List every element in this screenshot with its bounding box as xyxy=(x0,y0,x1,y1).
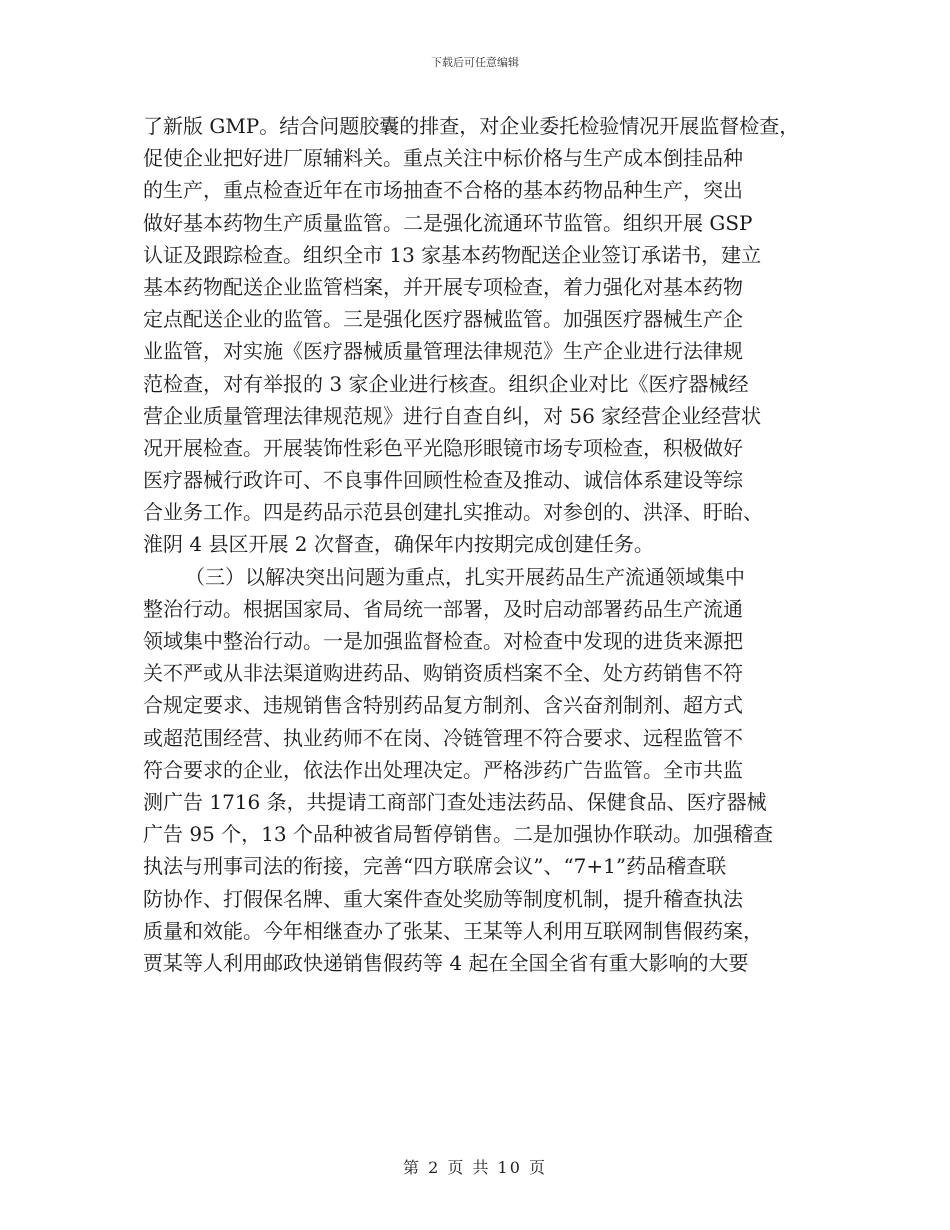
text-line: 认证及跟踪检查。组织全市 13 家基本药物配送企业签订承诺书，建立 xyxy=(143,242,762,267)
page-footer: 第 2 页 共 10 页 xyxy=(403,1158,547,1177)
text-line: 范检查，对有举报的 3 家企业进行核查。组织企业对比《医疗器械经 xyxy=(143,371,749,396)
text-line: 基本药物配送企业监管档案，并开展专项检查，着力强化对基本药物 xyxy=(143,274,743,299)
text-line: 关不严或从非法渠道购进药品、购销资质档案不全、处方药销售不符 xyxy=(143,661,743,686)
text-line: 执法与刑事司法的衔接，完善“四方联席会议”、“7+1”药品稽查联 xyxy=(143,854,727,879)
text-line: 了新版 GMP。结合问题胶囊的排查，对企业委托检验情况开展监督检查， xyxy=(143,114,800,138)
document-body xyxy=(143,110,808,979)
text-line: 做好基本药物生产质量监管。二是强化流通环节监管。组织开展 GSP xyxy=(143,210,753,235)
text-line: 淮阴 4 县区开展 2 次督查，确保年内按期完成创建任务。 xyxy=(143,532,654,557)
text-line: 防协作、打假保名牌、重大案件查处奖励等制度机制，提升稽查执法 xyxy=(143,886,743,911)
text-line: 质量和效能。今年相继查办了张某、王某等人利用互联网制售假药案， xyxy=(143,918,763,943)
text-line: 广告 95 个，13 个品种被省局暂停销售。二是加强协作联动。加强稽查 xyxy=(143,822,773,847)
text-line: 况开展检查。开展装饰性彩色平光隐形眼镜市场专项检查，积极做好 xyxy=(143,435,743,460)
text-line: 促使企业把好进厂原辅料关。重点关注中标价格与生产成本倒挂品种 xyxy=(143,146,743,171)
text-line: 定点配送企业的监管。三是强化医疗器械监管。加强医疗器械生产企 xyxy=(143,307,743,332)
text-line: 的生产，重点检查近年在市场抽查不合格的基本药物品种生产，突出 xyxy=(143,178,743,203)
text-line: 或超范围经营、执业药师不在岗、冷链管理不符合要求、远程监管不 xyxy=(143,725,743,750)
text-line: 合规定要求、违规销售含特别药品复方制剂、含兴奋剂制剂、超方式 xyxy=(143,693,743,718)
text-line: 合业务工作。四是药品示范县创建扎实推动。对参创的、洪泽、盱眙、 xyxy=(143,500,763,525)
text-line: 领域集中整治行动。一是加强监督检查。对检查中发现的进货来源把 xyxy=(143,629,743,653)
section-heading-line: （三）以解决突出问题为重点，扎实开展药品生产流通领域集中 xyxy=(185,564,745,589)
page-header: 下载后可任意编辑 xyxy=(431,56,519,69)
text-line: 测广告 1716 条，共提请工商部门查处违法药品、保健食品、医疗器械 xyxy=(143,789,767,814)
text-line: 营企业质量管理法律规范规》进行自查自纠，对 56 家经营企业经营状 xyxy=(143,403,762,428)
text-line: 业监管，对实施《医疗器械质量管理法律规范》生产企业进行法律规 xyxy=(143,339,743,364)
text-line: 医疗器械行政许可、不良事件回顾性检查及推动、诚信体系建设等综 xyxy=(143,468,743,493)
text-line: 贾某等人利用邮政快递销售假药等 4 起在全国全省有重大影响的大要 xyxy=(143,950,749,975)
text-line: 整治行动。根据国家局、省局统一部署，及时启动部署药品生产流通 xyxy=(143,596,743,621)
text-line: 符合要求的企业，依法作出处理决定。严格涉药广告监管。全市共监 xyxy=(143,757,743,782)
